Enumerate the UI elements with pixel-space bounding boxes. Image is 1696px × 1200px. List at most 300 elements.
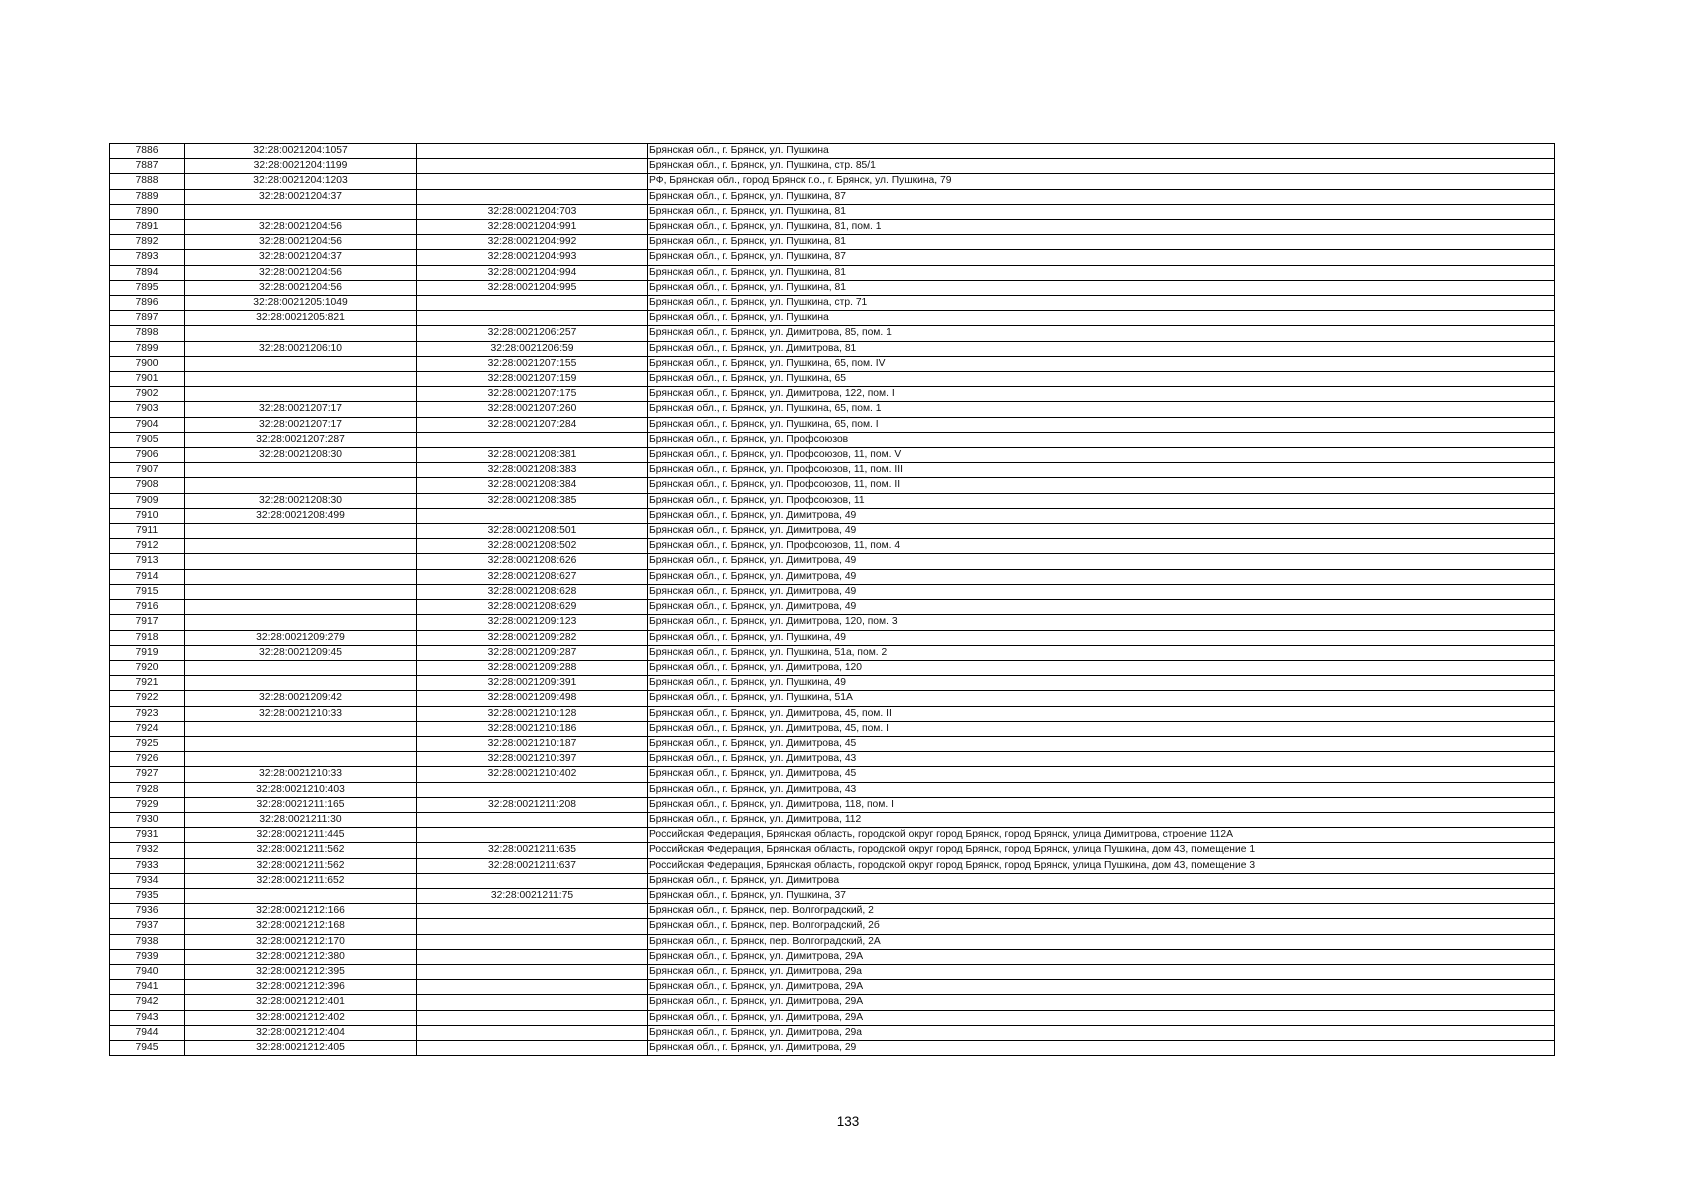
address-cell: Брянская обл., г. Брянск, ул. Димитрова, 49 bbox=[648, 554, 1555, 569]
address-cell: Брянская обл., г. Брянск, ул. Димитрова, 29а bbox=[648, 964, 1555, 979]
table-row bbox=[110, 493, 1555, 508]
land-parcel-number-cell: 32:28:0021206:10 bbox=[185, 341, 417, 356]
address-cell: Брянская обл., г. Брянск, ул. Димитрова, 43 bbox=[648, 752, 1555, 767]
row-number-cell: 7943 bbox=[110, 1010, 185, 1025]
land-parcel-number-cell: 32:28:0021208:499 bbox=[185, 508, 417, 523]
object-cadastral-number-cell bbox=[417, 159, 648, 174]
cadastral-table bbox=[109, 143, 1555, 1056]
address-cell: Брянская обл., г. Брянск, ул. Пушкина, 65 bbox=[648, 372, 1555, 387]
table-row bbox=[110, 630, 1555, 645]
land-parcel-number-cell bbox=[185, 736, 417, 751]
object-cadastral-number-cell: 32:28:0021204:993 bbox=[417, 250, 648, 265]
address-cell: Брянская обл., г. Брянск, ул. Пушкина, 87 bbox=[648, 250, 1555, 265]
object-cadastral-number-cell: 32:28:0021209:287 bbox=[417, 645, 648, 660]
land-parcel-number-cell: 32:28:0021204:56 bbox=[185, 235, 417, 250]
address-cell: Брянская обл., г. Брянск, ул. Димитрова, 45, пом. II bbox=[648, 706, 1555, 721]
object-cadastral-number-cell: 32:28:0021206:59 bbox=[417, 341, 648, 356]
row-number-cell: 7919 bbox=[110, 645, 185, 660]
object-cadastral-number-cell: 32:28:0021208:501 bbox=[417, 524, 648, 539]
object-cadastral-number-cell: 32:28:0021209:288 bbox=[417, 660, 648, 675]
address-cell: Брянская обл., г. Брянск, ул. Димитрова, 29А bbox=[648, 980, 1555, 995]
object-cadastral-number-cell: 32:28:0021208:381 bbox=[417, 448, 648, 463]
object-cadastral-number-cell bbox=[417, 189, 648, 204]
land-parcel-number-cell: 32:28:0021204:37 bbox=[185, 250, 417, 265]
object-cadastral-number-cell: 32:28:0021208:626 bbox=[417, 554, 648, 569]
row-number-cell: 7909 bbox=[110, 493, 185, 508]
row-number-cell: 7936 bbox=[110, 904, 185, 919]
land-parcel-number-cell: 32:28:0021212:395 bbox=[185, 964, 417, 979]
land-parcel-number-cell: 32:28:0021204:56 bbox=[185, 265, 417, 280]
address-cell: Брянская обл., г. Брянск, ул. Димитрова, 122, пом. I bbox=[648, 387, 1555, 402]
table-body bbox=[110, 144, 1555, 1056]
row-number-cell: 7890 bbox=[110, 204, 185, 219]
land-parcel-number-cell: 32:28:0021212:170 bbox=[185, 934, 417, 949]
object-cadastral-number-cell: 32:28:0021204:994 bbox=[417, 265, 648, 280]
address-cell: Брянская обл., г. Брянск, ул. Пушкина, 49 bbox=[648, 630, 1555, 645]
address-cell: Брянская обл., г. Брянск, ул. Димитрова, 45 bbox=[648, 736, 1555, 751]
object-cadastral-number-cell bbox=[417, 1040, 648, 1055]
row-number-cell: 7908 bbox=[110, 478, 185, 493]
object-cadastral-number-cell bbox=[417, 508, 648, 523]
address-cell: Российская Федерация, Брянская область, городской округ город Брянск, город Брянск, улица Пушкина, дом 43, помещение 3 bbox=[648, 858, 1555, 873]
table-row bbox=[110, 280, 1555, 295]
object-cadastral-number-cell: 32:28:0021208:384 bbox=[417, 478, 648, 493]
address-cell: Российская Федерация, Брянская область, городской округ город Брянск, город Брянск, улица Димитрова, строение 112А bbox=[648, 828, 1555, 843]
row-number-cell: 7940 bbox=[110, 964, 185, 979]
address-cell: Брянская обл., г. Брянск, пер. Волгоградский, 2А bbox=[648, 934, 1555, 949]
address-cell: Брянская обл., г. Брянск, ул. Димитрова, 29а bbox=[648, 1025, 1555, 1040]
land-parcel-number-cell: 32:28:0021212:168 bbox=[185, 919, 417, 934]
object-cadastral-number-cell: 32:28:0021210:397 bbox=[417, 752, 648, 767]
land-parcel-number-cell bbox=[185, 524, 417, 539]
row-number-cell: 7938 bbox=[110, 934, 185, 949]
row-number-cell: 7901 bbox=[110, 372, 185, 387]
object-cadastral-number-cell: 32:28:0021204:991 bbox=[417, 220, 648, 235]
address-cell: Брянская обл., г. Брянск, ул. Пушкина, 87 bbox=[648, 189, 1555, 204]
object-cadastral-number-cell bbox=[417, 144, 648, 159]
land-parcel-number-cell: 32:28:0021209:45 bbox=[185, 645, 417, 660]
table-row bbox=[110, 311, 1555, 326]
land-parcel-number-cell: 32:28:0021211:562 bbox=[185, 843, 417, 858]
table-row bbox=[110, 843, 1555, 858]
object-cadastral-number-cell: 32:28:0021211:637 bbox=[417, 858, 648, 873]
table-row bbox=[110, 995, 1555, 1010]
table-row bbox=[110, 615, 1555, 630]
table-row bbox=[110, 828, 1555, 843]
row-number-cell: 7907 bbox=[110, 463, 185, 478]
row-number-cell: 7911 bbox=[110, 524, 185, 539]
land-parcel-number-cell: 32:28:0021211:652 bbox=[185, 873, 417, 888]
row-number-cell: 7935 bbox=[110, 888, 185, 903]
row-number-cell: 7910 bbox=[110, 508, 185, 523]
object-cadastral-number-cell: 32:28:0021207:159 bbox=[417, 372, 648, 387]
row-number-cell: 7921 bbox=[110, 676, 185, 691]
address-cell: Брянская обл., г. Брянск, ул. Димитрова, 29 bbox=[648, 1040, 1555, 1055]
object-cadastral-number-cell: 32:28:0021206:257 bbox=[417, 326, 648, 341]
row-number-cell: 7941 bbox=[110, 980, 185, 995]
address-cell: РФ, Брянская обл., город Брянск г.о., г. Брянск, ул. Пушкина, 79 bbox=[648, 174, 1555, 189]
row-number-cell: 7926 bbox=[110, 752, 185, 767]
row-number-cell: 7927 bbox=[110, 767, 185, 782]
land-parcel-number-cell bbox=[185, 372, 417, 387]
row-number-cell: 7906 bbox=[110, 448, 185, 463]
table-row bbox=[110, 782, 1555, 797]
table-row bbox=[110, 858, 1555, 873]
address-cell: Брянская обл., г. Брянск, ул. Димитрова, 29А bbox=[648, 995, 1555, 1010]
land-parcel-number-cell bbox=[185, 356, 417, 371]
address-cell: Брянская обл., г. Брянск, ул. Димитрова bbox=[648, 873, 1555, 888]
address-cell: Брянская обл., г. Брянск, ул. Димитрова, 49 bbox=[648, 508, 1555, 523]
land-parcel-number-cell bbox=[185, 600, 417, 615]
address-cell: Брянская обл., г. Брянск, ул. Димитрова, 29А bbox=[648, 1010, 1555, 1025]
address-cell: Брянская обл., г. Брянск, ул. Пушкина, 51а, пом. 2 bbox=[648, 645, 1555, 660]
land-parcel-number-cell: 32:28:0021212:166 bbox=[185, 904, 417, 919]
address-cell: Брянская обл., г. Брянск, ул. Димитрова, 81 bbox=[648, 341, 1555, 356]
land-parcel-number-cell: 32:28:0021207:17 bbox=[185, 417, 417, 432]
object-cadastral-number-cell: 32:28:0021211:75 bbox=[417, 888, 648, 903]
row-number-cell: 7905 bbox=[110, 432, 185, 447]
address-cell: Брянская обл., г. Брянск, ул. Пушкина, 81 bbox=[648, 204, 1555, 219]
land-parcel-number-cell: 32:28:0021212:401 bbox=[185, 995, 417, 1010]
land-parcel-number-cell: 32:28:0021207:287 bbox=[185, 432, 417, 447]
address-cell: Брянская обл., г. Брянск, ул. Димитрова, 120 bbox=[648, 660, 1555, 675]
land-parcel-number-cell: 32:28:0021212:396 bbox=[185, 980, 417, 995]
land-parcel-number-cell bbox=[185, 539, 417, 554]
address-cell: Брянская обл., г. Брянск, ул. Пушкина, 81, пом. 1 bbox=[648, 220, 1555, 235]
table-row bbox=[110, 508, 1555, 523]
object-cadastral-number-cell: 32:28:0021210:186 bbox=[417, 721, 648, 736]
table-row bbox=[110, 220, 1555, 235]
land-parcel-number-cell bbox=[185, 387, 417, 402]
row-number-cell: 7920 bbox=[110, 660, 185, 675]
address-cell: Брянская обл., г. Брянск, ул. Димитрова, 112 bbox=[648, 812, 1555, 827]
object-cadastral-number-cell bbox=[417, 919, 648, 934]
object-cadastral-number-cell bbox=[417, 311, 648, 326]
row-number-cell: 7928 bbox=[110, 782, 185, 797]
land-parcel-number-cell: 32:28:0021211:562 bbox=[185, 858, 417, 873]
row-number-cell: 7945 bbox=[110, 1040, 185, 1055]
address-cell: Брянская обл., г. Брянск, пер. Волгоградский, 2б bbox=[648, 919, 1555, 934]
land-parcel-number-cell: 32:28:0021205:1049 bbox=[185, 296, 417, 311]
land-parcel-number-cell: 32:28:0021210:403 bbox=[185, 782, 417, 797]
address-cell: Брянская обл., г. Брянск, ул. Пушкина, 65, пом. IV bbox=[648, 356, 1555, 371]
row-number-cell: 7933 bbox=[110, 858, 185, 873]
table-row bbox=[110, 569, 1555, 584]
address-cell: Брянская обл., г. Брянск, ул. Профсоюзов, 11, пом. V bbox=[648, 448, 1555, 463]
object-cadastral-number-cell: 32:28:0021209:498 bbox=[417, 691, 648, 706]
table-row bbox=[110, 554, 1555, 569]
object-cadastral-number-cell: 32:28:0021210:187 bbox=[417, 736, 648, 751]
object-cadastral-number-cell bbox=[417, 296, 648, 311]
address-cell: Брянская обл., г. Брянск, ул. Профсоюзов bbox=[648, 432, 1555, 447]
table-row bbox=[110, 463, 1555, 478]
address-cell: Брянская обл., г. Брянск, ул. Димитрова, 45 bbox=[648, 767, 1555, 782]
row-number-cell: 7897 bbox=[110, 311, 185, 326]
table-row bbox=[110, 341, 1555, 356]
land-parcel-number-cell: 32:28:0021205:821 bbox=[185, 311, 417, 326]
object-cadastral-number-cell: 32:28:0021208:627 bbox=[417, 569, 648, 584]
object-cadastral-number-cell: 32:28:0021207:175 bbox=[417, 387, 648, 402]
land-parcel-number-cell: 32:28:0021209:279 bbox=[185, 630, 417, 645]
row-number-cell: 7931 bbox=[110, 828, 185, 843]
land-parcel-number-cell: 32:28:0021211:445 bbox=[185, 828, 417, 843]
address-cell: Брянская обл., г. Брянск, ул. Димитрова, 85, пом. 1 bbox=[648, 326, 1555, 341]
row-number-cell: 7922 bbox=[110, 691, 185, 706]
table-row bbox=[110, 980, 1555, 995]
address-cell: Брянская обл., г. Брянск, ул. Профсоюзов, 11, пом. II bbox=[648, 478, 1555, 493]
object-cadastral-number-cell bbox=[417, 964, 648, 979]
object-cadastral-number-cell: 32:28:0021208:628 bbox=[417, 584, 648, 599]
object-cadastral-number-cell bbox=[417, 1010, 648, 1025]
address-cell: Брянская обл., г. Брянск, ул. Димитрова, 43 bbox=[648, 782, 1555, 797]
object-cadastral-number-cell: 32:28:0021204:995 bbox=[417, 280, 648, 295]
address-cell: Брянская обл., г. Брянск, ул. Пушкина, 51А bbox=[648, 691, 1555, 706]
land-parcel-number-cell bbox=[185, 888, 417, 903]
land-parcel-number-cell bbox=[185, 752, 417, 767]
table-row bbox=[110, 752, 1555, 767]
table-row bbox=[110, 265, 1555, 280]
row-number-cell: 7892 bbox=[110, 235, 185, 250]
address-cell: Брянская обл., г. Брянск, ул. Пушкина bbox=[648, 144, 1555, 159]
table-row bbox=[110, 584, 1555, 599]
table-row bbox=[110, 524, 1555, 539]
object-cadastral-number-cell bbox=[417, 934, 648, 949]
land-parcel-number-cell bbox=[185, 326, 417, 341]
object-cadastral-number-cell: 32:28:0021208:502 bbox=[417, 539, 648, 554]
row-number-cell: 7902 bbox=[110, 387, 185, 402]
object-cadastral-number-cell bbox=[417, 174, 648, 189]
address-cell: Брянская обл., г. Брянск, ул. Димитрова, 120, пом. 3 bbox=[648, 615, 1555, 630]
object-cadastral-number-cell: 32:28:0021207:260 bbox=[417, 402, 648, 417]
land-parcel-number-cell: 32:28:0021204:1203 bbox=[185, 174, 417, 189]
address-cell: Российская Федерация, Брянская область, городской округ город Брянск, город Брянск, улица Пушкина, дом 43, помещение 1 bbox=[648, 843, 1555, 858]
table-row bbox=[110, 660, 1555, 675]
table-row bbox=[110, 1025, 1555, 1040]
row-number-cell: 7914 bbox=[110, 569, 185, 584]
object-cadastral-number-cell: 32:28:0021211:635 bbox=[417, 843, 648, 858]
address-cell: Брянская обл., г. Брянск, ул. Димитрова, 49 bbox=[648, 569, 1555, 584]
object-cadastral-number-cell: 32:28:0021209:282 bbox=[417, 630, 648, 645]
address-cell: Брянская обл., г. Брянск, ул. Димитрова, 118, пом. I bbox=[648, 797, 1555, 812]
object-cadastral-number-cell bbox=[417, 995, 648, 1010]
row-number-cell: 7887 bbox=[110, 159, 185, 174]
table-row bbox=[110, 189, 1555, 204]
land-parcel-number-cell: 32:28:0021204:1057 bbox=[185, 144, 417, 159]
row-number-cell: 7896 bbox=[110, 296, 185, 311]
row-number-cell: 7944 bbox=[110, 1025, 185, 1040]
address-cell: Брянская обл., г. Брянск, ул. Димитрова, 49 bbox=[648, 524, 1555, 539]
table-row bbox=[110, 387, 1555, 402]
object-cadastral-number-cell bbox=[417, 432, 648, 447]
row-number-cell: 7886 bbox=[110, 144, 185, 159]
object-cadastral-number-cell: 32:28:0021204:703 bbox=[417, 204, 648, 219]
row-number-cell: 7934 bbox=[110, 873, 185, 888]
table-row bbox=[110, 1040, 1555, 1055]
row-number-cell: 7912 bbox=[110, 539, 185, 554]
table-row bbox=[110, 812, 1555, 827]
row-number-cell: 7930 bbox=[110, 812, 185, 827]
page-number: 133 bbox=[836, 1114, 860, 1129]
table-row bbox=[110, 888, 1555, 903]
address-cell: Брянская обл., г. Брянск, пер. Волгоградский, 2 bbox=[648, 904, 1555, 919]
row-number-cell: 7923 bbox=[110, 706, 185, 721]
address-cell: Брянская обл., г. Брянск, ул. Профсоюзов, 11 bbox=[648, 493, 1555, 508]
row-number-cell: 7937 bbox=[110, 919, 185, 934]
row-number-cell: 7915 bbox=[110, 584, 185, 599]
land-parcel-number-cell bbox=[185, 204, 417, 219]
table-row bbox=[110, 204, 1555, 219]
table-row bbox=[110, 964, 1555, 979]
land-parcel-number-cell: 32:28:0021210:33 bbox=[185, 767, 417, 782]
table-row bbox=[110, 676, 1555, 691]
table-row bbox=[110, 706, 1555, 721]
land-parcel-number-cell: 32:28:0021204:56 bbox=[185, 220, 417, 235]
address-cell: Брянская обл., г. Брянск, ул. Пушкина, 65, пом. 1 bbox=[648, 402, 1555, 417]
land-parcel-number-cell bbox=[185, 660, 417, 675]
land-parcel-number-cell: 32:28:0021204:37 bbox=[185, 189, 417, 204]
table-row bbox=[110, 174, 1555, 189]
row-number-cell: 7924 bbox=[110, 721, 185, 736]
object-cadastral-number-cell: 32:28:0021204:992 bbox=[417, 235, 648, 250]
table-row bbox=[110, 356, 1555, 371]
land-parcel-number-cell: 32:28:0021204:1199 bbox=[185, 159, 417, 174]
object-cadastral-number-cell bbox=[417, 812, 648, 827]
table-row bbox=[110, 934, 1555, 949]
table-row bbox=[110, 402, 1555, 417]
row-number-cell: 7899 bbox=[110, 341, 185, 356]
table-row bbox=[110, 873, 1555, 888]
object-cadastral-number-cell bbox=[417, 1025, 648, 1040]
land-parcel-number-cell: 32:28:0021211:30 bbox=[185, 812, 417, 827]
address-cell: Брянская обл., г. Брянск, ул. Профсоюзов, 11, пом. 4 bbox=[648, 539, 1555, 554]
land-parcel-number-cell: 32:28:0021212:405 bbox=[185, 1040, 417, 1055]
table-row bbox=[110, 296, 1555, 311]
land-parcel-number-cell bbox=[185, 676, 417, 691]
row-number-cell: 7904 bbox=[110, 417, 185, 432]
table-row bbox=[110, 448, 1555, 463]
row-number-cell: 7925 bbox=[110, 736, 185, 751]
table-row bbox=[110, 919, 1555, 934]
land-parcel-number-cell: 32:28:0021210:33 bbox=[185, 706, 417, 721]
object-cadastral-number-cell bbox=[417, 873, 648, 888]
land-parcel-number-cell bbox=[185, 615, 417, 630]
address-cell: Брянская обл., г. Брянск, ул. Пушкина, 49 bbox=[648, 676, 1555, 691]
object-cadastral-number-cell: 32:28:0021211:208 bbox=[417, 797, 648, 812]
land-parcel-number-cell: 32:28:0021212:402 bbox=[185, 1010, 417, 1025]
object-cadastral-number-cell: 32:28:0021209:391 bbox=[417, 676, 648, 691]
row-number-cell: 7918 bbox=[110, 630, 185, 645]
row-number-cell: 7903 bbox=[110, 402, 185, 417]
land-parcel-number-cell bbox=[185, 584, 417, 599]
land-parcel-number-cell bbox=[185, 721, 417, 736]
object-cadastral-number-cell: 32:28:0021210:402 bbox=[417, 767, 648, 782]
land-parcel-number-cell: 32:28:0021207:17 bbox=[185, 402, 417, 417]
table-row bbox=[110, 1010, 1555, 1025]
row-number-cell: 7929 bbox=[110, 797, 185, 812]
object-cadastral-number-cell bbox=[417, 782, 648, 797]
row-number-cell: 7939 bbox=[110, 949, 185, 964]
table-row bbox=[110, 600, 1555, 615]
table-row bbox=[110, 767, 1555, 782]
land-parcel-number-cell: 32:28:0021204:56 bbox=[185, 280, 417, 295]
land-parcel-number-cell bbox=[185, 478, 417, 493]
land-parcel-number-cell: 32:28:0021211:165 bbox=[185, 797, 417, 812]
object-cadastral-number-cell bbox=[417, 980, 648, 995]
land-parcel-number-cell bbox=[185, 463, 417, 478]
table-row bbox=[110, 144, 1555, 159]
table-row bbox=[110, 645, 1555, 660]
row-number-cell: 7894 bbox=[110, 265, 185, 280]
row-number-cell: 7891 bbox=[110, 220, 185, 235]
address-cell: Брянская обл., г. Брянск, ул. Пушкина, 65, пом. I bbox=[648, 417, 1555, 432]
land-parcel-number-cell bbox=[185, 569, 417, 584]
land-parcel-number-cell: 32:28:0021212:380 bbox=[185, 949, 417, 964]
object-cadastral-number-cell: 32:28:0021208:629 bbox=[417, 600, 648, 615]
object-cadastral-number-cell bbox=[417, 828, 648, 843]
table-row bbox=[110, 736, 1555, 751]
object-cadastral-number-cell: 32:28:0021208:383 bbox=[417, 463, 648, 478]
address-cell: Брянская обл., г. Брянск, ул. Пушкина, 81 bbox=[648, 265, 1555, 280]
table-row bbox=[110, 691, 1555, 706]
row-number-cell: 7916 bbox=[110, 600, 185, 615]
object-cadastral-number-cell: 32:28:0021208:385 bbox=[417, 493, 648, 508]
row-number-cell: 7913 bbox=[110, 554, 185, 569]
object-cadastral-number-cell: 32:28:0021207:155 bbox=[417, 356, 648, 371]
land-parcel-number-cell: 32:28:0021212:404 bbox=[185, 1025, 417, 1040]
land-parcel-number-cell: 32:28:0021208:30 bbox=[185, 448, 417, 463]
row-number-cell: 7942 bbox=[110, 995, 185, 1010]
address-cell: Брянская обл., г. Брянск, ул. Пушкина, стр. 71 bbox=[648, 296, 1555, 311]
row-number-cell: 7895 bbox=[110, 280, 185, 295]
row-number-cell: 7898 bbox=[110, 326, 185, 341]
address-cell: Брянская обл., г. Брянск, ул. Пушкина, стр. 85/1 bbox=[648, 159, 1555, 174]
table-row bbox=[110, 949, 1555, 964]
address-cell: Брянская обл., г. Брянск, ул. Димитрова, 49 bbox=[648, 584, 1555, 599]
object-cadastral-number-cell: 32:28:0021210:128 bbox=[417, 706, 648, 721]
address-cell: Брянская обл., г. Брянск, ул. Димитрова, 29А bbox=[648, 949, 1555, 964]
table-row bbox=[110, 417, 1555, 432]
row-number-cell: 7917 bbox=[110, 615, 185, 630]
address-cell: Брянская обл., г. Брянск, ул. Димитрова, 49 bbox=[648, 600, 1555, 615]
table-row bbox=[110, 904, 1555, 919]
object-cadastral-number-cell bbox=[417, 904, 648, 919]
object-cadastral-number-cell bbox=[417, 949, 648, 964]
address-cell: Брянская обл., г. Брянск, ул. Пушкина, 81 bbox=[648, 280, 1555, 295]
table-row bbox=[110, 539, 1555, 554]
table-row bbox=[110, 797, 1555, 812]
table-row bbox=[110, 159, 1555, 174]
land-parcel-number-cell bbox=[185, 554, 417, 569]
land-parcel-number-cell: 32:28:0021209:42 bbox=[185, 691, 417, 706]
address-cell: Брянская обл., г. Брянск, ул. Пушкина, 37 bbox=[648, 888, 1555, 903]
object-cadastral-number-cell: 32:28:0021207:284 bbox=[417, 417, 648, 432]
row-number-cell: 7889 bbox=[110, 189, 185, 204]
land-parcel-number-cell: 32:28:0021208:30 bbox=[185, 493, 417, 508]
address-cell: Брянская обл., г. Брянск, ул. Профсоюзов, 11, пом. III bbox=[648, 463, 1555, 478]
row-number-cell: 7932 bbox=[110, 843, 185, 858]
address-cell: Брянская обл., г. Брянск, ул. Димитрова, 45, пом. I bbox=[648, 721, 1555, 736]
object-cadastral-number-cell: 32:28:0021209:123 bbox=[417, 615, 648, 630]
address-cell: Брянская обл., г. Брянск, ул. Пушкина bbox=[648, 311, 1555, 326]
table-row bbox=[110, 235, 1555, 250]
row-number-cell: 7893 bbox=[110, 250, 185, 265]
row-number-cell: 7888 bbox=[110, 174, 185, 189]
table-row bbox=[110, 326, 1555, 341]
table-row bbox=[110, 250, 1555, 265]
table-row bbox=[110, 432, 1555, 447]
address-cell: Брянская обл., г. Брянск, ул. Пушкина, 81 bbox=[648, 235, 1555, 250]
table-row bbox=[110, 721, 1555, 736]
